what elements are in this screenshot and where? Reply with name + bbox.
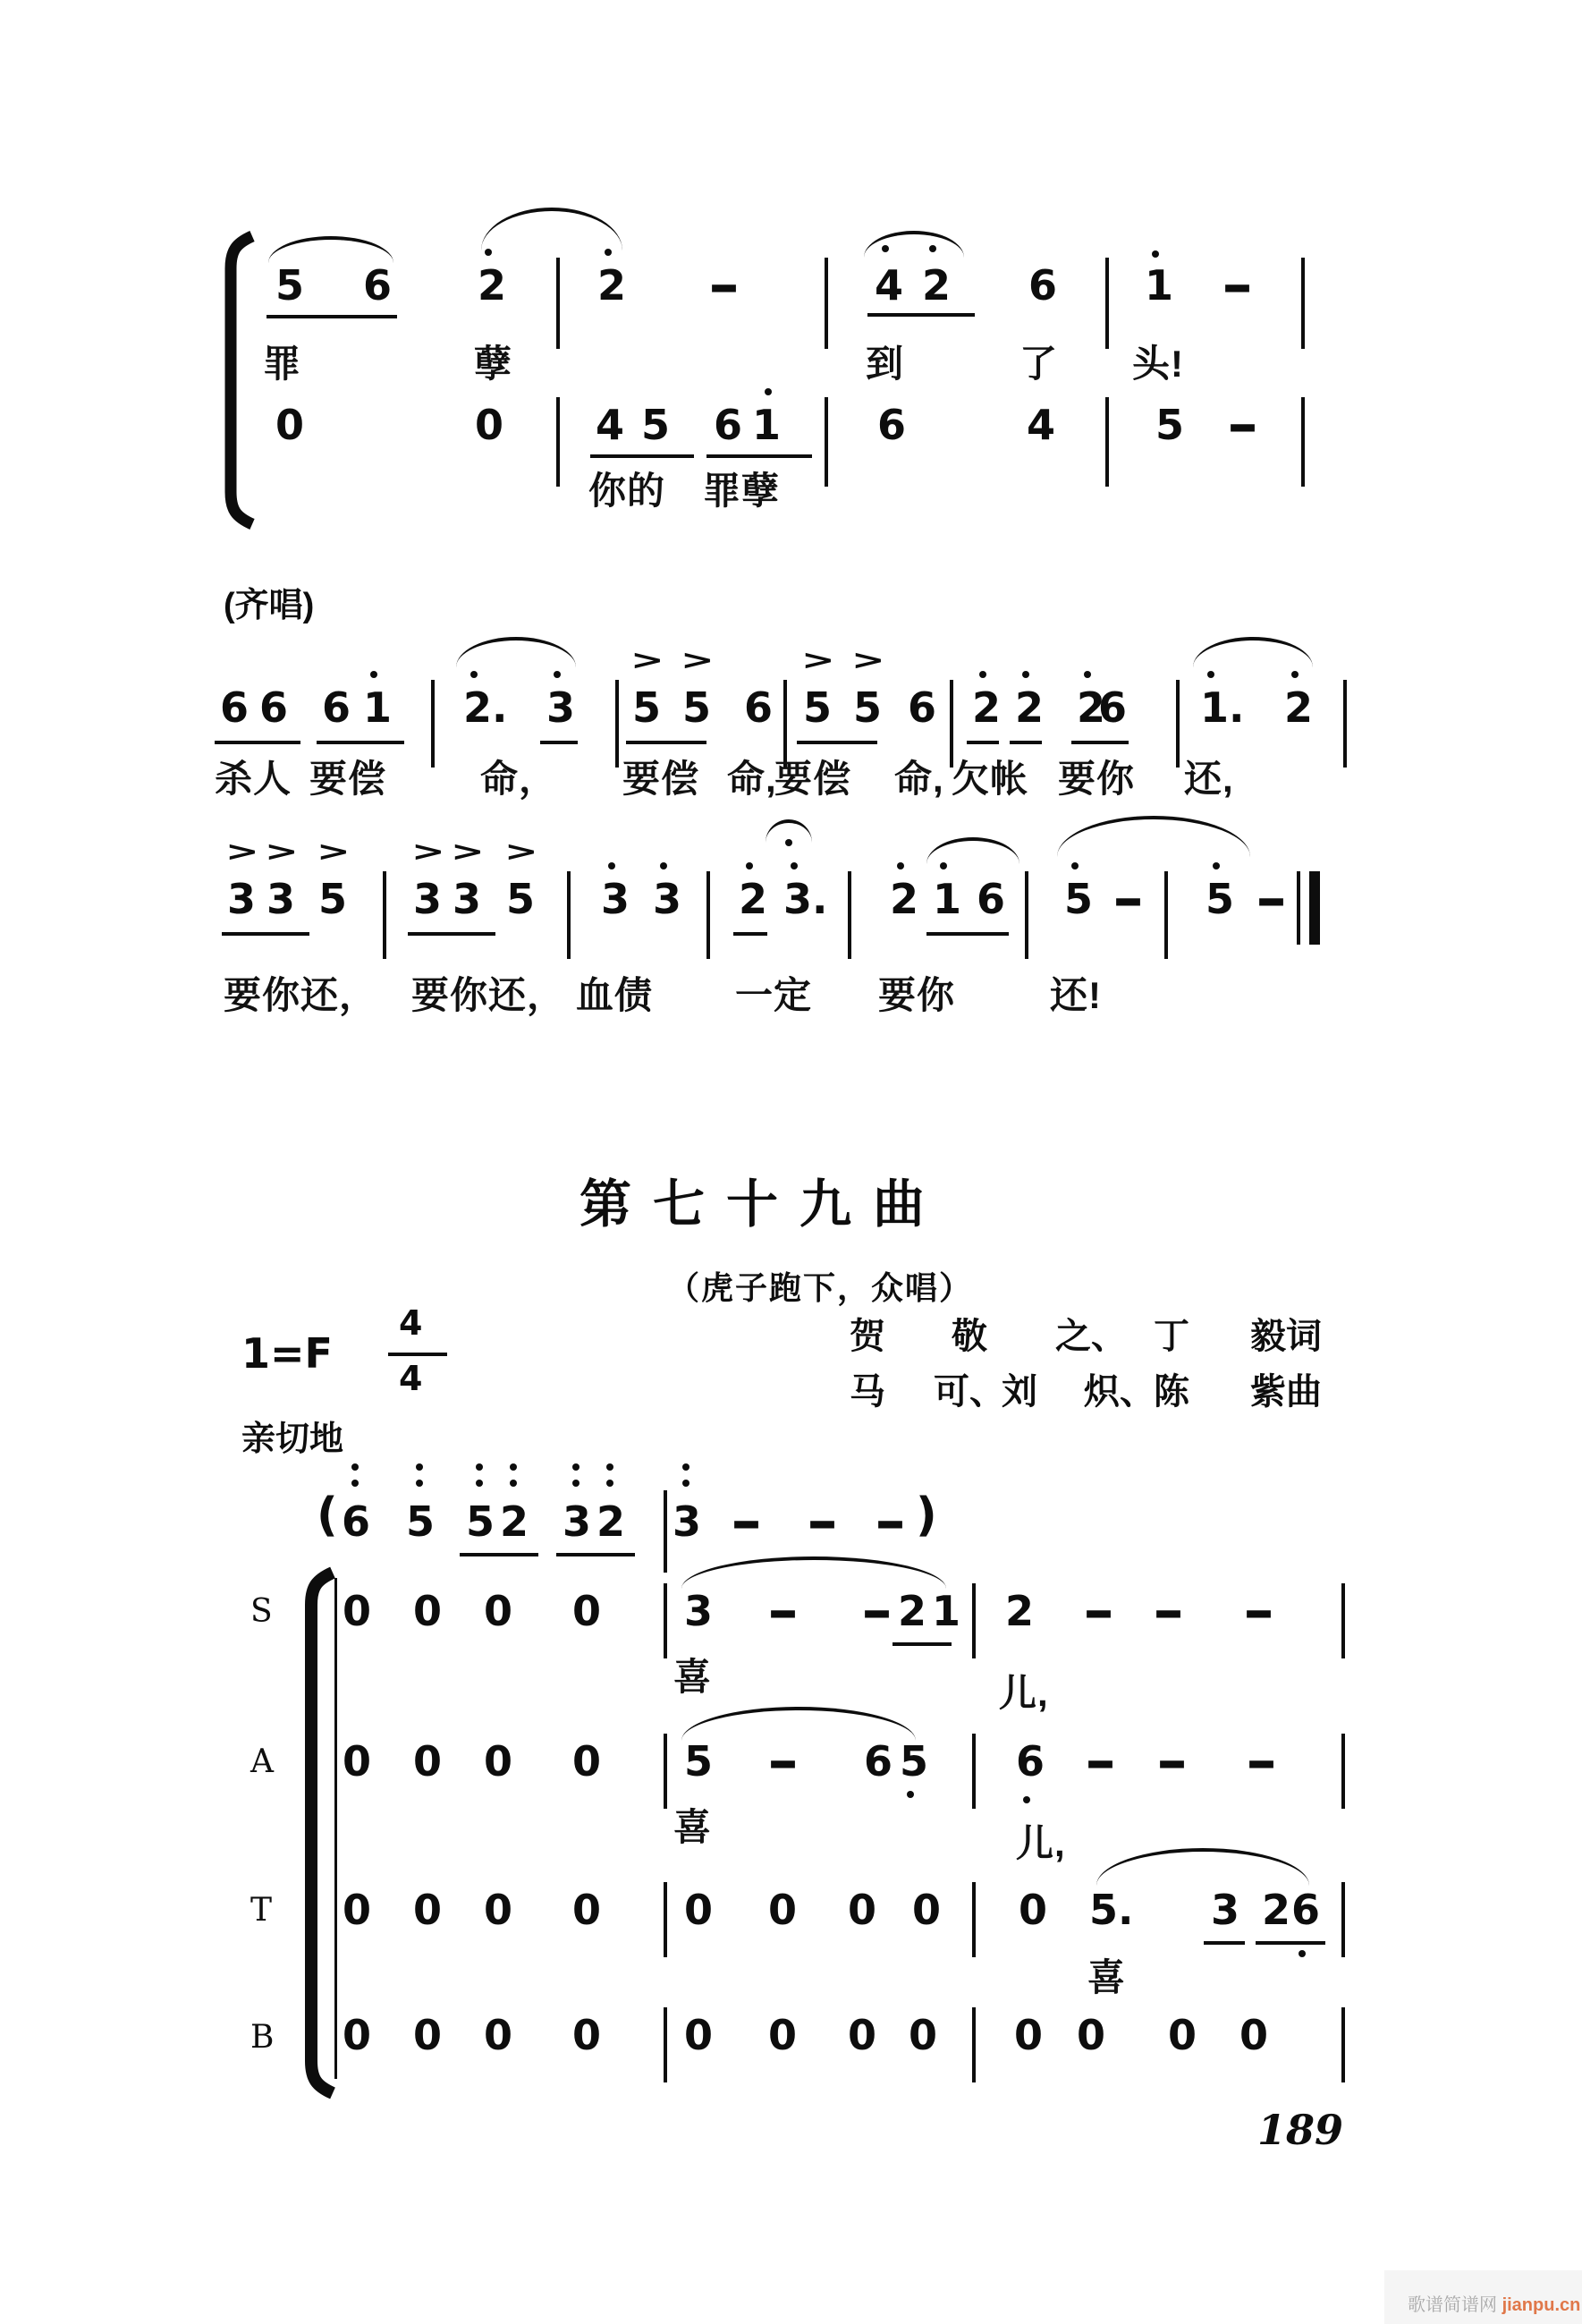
note: 5 bbox=[1206, 875, 1235, 923]
octave-dot bbox=[572, 1480, 580, 1487]
extend-dash: - bbox=[1112, 869, 1145, 929]
octave-dot bbox=[476, 1480, 483, 1487]
octave-dot bbox=[682, 1480, 689, 1487]
note: 2 bbox=[739, 875, 768, 923]
lyricist-credit: 之、 bbox=[1055, 1317, 1127, 1356]
note: 2 bbox=[922, 261, 952, 310]
barline bbox=[972, 1734, 976, 1809]
beam-underline bbox=[706, 454, 812, 458]
barline bbox=[1341, 1882, 1345, 1957]
octave-dot bbox=[1022, 671, 1029, 678]
beam-underline bbox=[626, 741, 706, 744]
note: 1 bbox=[932, 1587, 961, 1635]
extend-dash: - bbox=[1242, 1581, 1275, 1641]
note: 6 bbox=[220, 683, 250, 732]
lyric: 欠帐 bbox=[952, 758, 1029, 800]
octave-dot bbox=[791, 862, 798, 869]
watermark bbox=[1408, 2290, 1580, 2316]
barline bbox=[1301, 397, 1305, 487]
note: 6 bbox=[1016, 1737, 1045, 1785]
note: 1. bbox=[1200, 683, 1245, 732]
rest-note: 0 bbox=[413, 2011, 443, 2059]
note: 6 bbox=[363, 261, 393, 310]
barline bbox=[1105, 397, 1109, 487]
barline bbox=[383, 871, 386, 959]
accent-mark: > bbox=[317, 836, 351, 868]
note: 5 bbox=[641, 401, 671, 449]
lyricist-credit: 毅词 bbox=[1250, 1317, 1322, 1356]
beam-underline bbox=[1256, 1941, 1325, 1945]
note: 4 bbox=[875, 261, 904, 310]
beam-underline bbox=[733, 932, 767, 936]
octave-dot bbox=[765, 388, 772, 395]
note: 6 bbox=[322, 683, 351, 732]
note: 3 bbox=[673, 1497, 702, 1546]
accent-mark: > bbox=[801, 645, 835, 676]
watermark-domain: jianpu.cn bbox=[1502, 2295, 1581, 2315]
composer-credit: 马 bbox=[850, 1372, 885, 1412]
note: 3 bbox=[653, 875, 682, 923]
rest-note: 0 bbox=[484, 1587, 513, 1635]
note: 2 bbox=[1077, 683, 1106, 732]
rest-note: 0 bbox=[768, 2011, 798, 2059]
lyric: 还! bbox=[1050, 974, 1102, 1016]
barline bbox=[556, 258, 560, 349]
accent-mark: > bbox=[851, 645, 885, 676]
note: 1 bbox=[933, 875, 962, 923]
octave-dot bbox=[682, 1463, 689, 1471]
note: 1 bbox=[752, 401, 782, 449]
extend-dash: - bbox=[707, 255, 740, 316]
note: 3 bbox=[266, 875, 296, 923]
barline bbox=[825, 397, 828, 487]
lyric: 儿, bbox=[999, 1672, 1049, 1714]
lyric: 一定 bbox=[735, 974, 813, 1016]
note: 5 bbox=[682, 683, 712, 732]
note: 2 bbox=[1262, 1886, 1291, 1934]
rest-note: 0 bbox=[1239, 2011, 1269, 2059]
barline bbox=[825, 258, 828, 349]
octave-dot bbox=[660, 862, 667, 869]
barline bbox=[848, 871, 851, 959]
barline bbox=[664, 1490, 667, 1573]
slur bbox=[681, 1707, 916, 1741]
note: 4 bbox=[1027, 401, 1056, 449]
barline bbox=[706, 871, 710, 959]
slur bbox=[1096, 1848, 1309, 1886]
lyric: 要你还， bbox=[411, 974, 566, 1016]
lyricist-credit: 敬 bbox=[952, 1317, 987, 1356]
composer-credit: 陈 bbox=[1154, 1372, 1189, 1412]
barline bbox=[1343, 680, 1347, 768]
lyric: 儿, bbox=[1016, 1822, 1066, 1864]
slur bbox=[864, 231, 964, 258]
note: 2 bbox=[972, 683, 1002, 732]
octave-dot bbox=[416, 1480, 423, 1487]
page-number: 189 bbox=[1257, 2106, 1344, 2154]
slur bbox=[268, 236, 393, 263]
accent-mark: > bbox=[630, 645, 664, 676]
beam-underline bbox=[1204, 1941, 1245, 1945]
octave-dot bbox=[370, 671, 377, 678]
rest-note: 0 bbox=[1014, 2011, 1044, 2059]
octave-dot-below bbox=[1299, 1950, 1306, 1957]
barline bbox=[972, 1583, 976, 1658]
tempo-marking: 亲切地 bbox=[241, 1421, 344, 1458]
note: 2 bbox=[1015, 683, 1045, 732]
beam-underline bbox=[1071, 741, 1129, 744]
octave-dot bbox=[1213, 862, 1220, 869]
barline bbox=[972, 2007, 976, 2082]
lyric: 孽 bbox=[474, 343, 513, 385]
octave-dot bbox=[929, 245, 936, 252]
octave-dot bbox=[572, 1463, 580, 1471]
note: 2 bbox=[478, 261, 507, 310]
part-label-bass: B bbox=[250, 2019, 275, 2056]
note: 6 bbox=[908, 683, 937, 732]
octave-dot bbox=[605, 249, 612, 256]
accent-mark: > bbox=[504, 836, 538, 868]
octave-dot bbox=[1291, 671, 1299, 678]
note: 6 bbox=[877, 401, 907, 449]
lyric: 要偿 bbox=[774, 758, 852, 800]
octave-dot bbox=[606, 1463, 613, 1471]
note: 6 bbox=[259, 683, 289, 732]
note: 3 bbox=[601, 875, 630, 923]
tie bbox=[1057, 816, 1250, 857]
lyric: 头! bbox=[1132, 343, 1184, 385]
note: 6 bbox=[864, 1737, 893, 1785]
extend-dash: - bbox=[860, 1581, 893, 1641]
octave-dot bbox=[1071, 862, 1079, 869]
beam-underline bbox=[408, 932, 495, 936]
lyric: 要你还， bbox=[224, 974, 378, 1016]
rest-note: 0 bbox=[848, 2011, 877, 2059]
barline bbox=[1301, 258, 1305, 349]
accent-mark: > bbox=[451, 836, 485, 868]
note: 3 bbox=[453, 875, 482, 923]
rest-note: 0 bbox=[1077, 2011, 1106, 2059]
octave-dot bbox=[746, 862, 753, 869]
lyric: 了 bbox=[1019, 343, 1059, 385]
lyric: 要你 bbox=[1058, 758, 1136, 800]
note: 3 bbox=[563, 1497, 592, 1546]
slur bbox=[456, 637, 576, 667]
final-barline-thick bbox=[1309, 871, 1320, 945]
rest-note: 0 bbox=[484, 2011, 513, 2059]
beam-underline bbox=[540, 741, 578, 744]
final-barline-thin bbox=[1297, 871, 1300, 945]
rest-note: 0 bbox=[343, 1886, 372, 1934]
close-paren: ) bbox=[916, 1489, 937, 1542]
beam-underline bbox=[222, 932, 309, 936]
rest-note: 0 bbox=[413, 1886, 443, 1934]
barline bbox=[664, 1882, 667, 1957]
extend-dash: - bbox=[1221, 255, 1254, 316]
extend-dash: - bbox=[1152, 1581, 1185, 1641]
lyric: 要偿 bbox=[309, 758, 387, 800]
beam-underline bbox=[590, 454, 694, 458]
extend-dash: - bbox=[766, 1581, 799, 1641]
note: 5 bbox=[506, 875, 536, 923]
note: 6 bbox=[1291, 1886, 1321, 1934]
octave-dot bbox=[1084, 671, 1091, 678]
slur bbox=[1193, 637, 1313, 667]
accent-mark: > bbox=[681, 645, 715, 676]
extend-dash: - bbox=[730, 1491, 763, 1552]
note: 5 bbox=[853, 683, 883, 732]
accent-mark: > bbox=[225, 836, 259, 868]
octave-dot bbox=[897, 862, 904, 869]
octave-dot bbox=[606, 1480, 613, 1487]
barline bbox=[431, 680, 435, 768]
rest-note: 0 bbox=[684, 1886, 714, 1934]
rest-note: 0 bbox=[343, 2011, 372, 2059]
octave-dot bbox=[351, 1463, 359, 1471]
time-signature-denominator: 4 bbox=[399, 1359, 423, 1398]
section-marking: (齐唱) bbox=[224, 587, 315, 624]
composer-credit: 可、 bbox=[934, 1372, 1005, 1412]
extend-dash: - bbox=[1084, 1731, 1117, 1792]
lyric: 到 bbox=[866, 343, 905, 385]
rest-note: 0 bbox=[572, 1737, 602, 1785]
song-subtitle: （虎子跑下，众唱） bbox=[667, 1269, 974, 1306]
time-signature-numerator: 4 bbox=[399, 1303, 423, 1343]
beam-underline bbox=[967, 741, 999, 744]
octave-dot-below bbox=[1023, 1796, 1030, 1803]
rest-note: 0 bbox=[413, 1737, 443, 1785]
note: 5 bbox=[466, 1497, 495, 1546]
key-signature: 1=F bbox=[241, 1329, 333, 1378]
beam-underline bbox=[893, 1642, 952, 1646]
rest-note: 0 bbox=[912, 1886, 942, 1934]
lyric: 喜 bbox=[673, 1656, 713, 1698]
rest-note: 0 bbox=[343, 1737, 372, 1785]
beam-underline bbox=[867, 313, 975, 317]
rest-note: 0 bbox=[1168, 2011, 1197, 2059]
extend-dash: - bbox=[1155, 1731, 1189, 1792]
extend-dash: - bbox=[1245, 1731, 1278, 1792]
composer-credit: 刘 bbox=[1002, 1372, 1037, 1412]
octave-dot bbox=[510, 1463, 517, 1471]
note: 5 bbox=[1155, 401, 1185, 449]
rest-note: 0 bbox=[572, 1886, 602, 1934]
rest-note: 0 bbox=[848, 1886, 877, 1934]
accent-mark: > bbox=[265, 836, 299, 868]
lyric: 罪孽 bbox=[703, 470, 781, 512]
octave-dot bbox=[979, 671, 986, 678]
tie bbox=[481, 208, 622, 250]
watermark-site-name: 歌谱简谱网 bbox=[1408, 2295, 1497, 2315]
note: 1 bbox=[1145, 261, 1174, 310]
rest-note: 0 bbox=[572, 1587, 602, 1635]
octave-dot bbox=[1207, 671, 1214, 678]
beam-underline bbox=[1010, 741, 1042, 744]
octave-dot bbox=[416, 1463, 423, 1471]
extend-dash: - bbox=[1226, 394, 1259, 455]
composer-credit: 紫曲 bbox=[1250, 1372, 1322, 1412]
beam-underline bbox=[926, 932, 1009, 936]
barline bbox=[972, 1882, 976, 1957]
rest-note: 0 bbox=[413, 1587, 443, 1635]
note: 2 bbox=[596, 1497, 626, 1546]
note: 5 bbox=[406, 1497, 436, 1546]
lyric: 命, bbox=[894, 758, 944, 800]
barline bbox=[1341, 2007, 1345, 2082]
extend-dash: - bbox=[1255, 869, 1288, 929]
octave-dot bbox=[554, 671, 561, 678]
octave-dot bbox=[470, 671, 478, 678]
octave-dot bbox=[476, 1463, 483, 1471]
barline bbox=[1341, 1583, 1345, 1658]
beam-underline bbox=[556, 1553, 635, 1556]
note: 5 bbox=[803, 683, 833, 732]
slur bbox=[681, 1556, 946, 1589]
note: 6 bbox=[977, 875, 1006, 923]
lyric: 命， bbox=[480, 758, 558, 800]
beam-underline bbox=[215, 741, 300, 744]
note: 2 bbox=[890, 875, 919, 923]
octave-dot bbox=[351, 1480, 359, 1487]
barline bbox=[783, 680, 787, 768]
barline bbox=[615, 680, 619, 768]
open-paren: ( bbox=[317, 1489, 338, 1542]
extend-dash: - bbox=[766, 1731, 799, 1792]
system-start-barline bbox=[334, 1578, 337, 2079]
note: 3 bbox=[684, 1587, 714, 1635]
note: 2 bbox=[1284, 683, 1314, 732]
note: 5 bbox=[632, 683, 662, 732]
lyric: 要偿 bbox=[622, 758, 700, 800]
rest-note: 0 bbox=[484, 1886, 513, 1934]
rest-note: 0 bbox=[909, 2011, 938, 2059]
note: 3 bbox=[1211, 1886, 1240, 1934]
note: 6 bbox=[342, 1497, 371, 1546]
note: 5 bbox=[318, 875, 348, 923]
barline bbox=[1176, 680, 1180, 768]
fermata-dot bbox=[785, 839, 792, 846]
part-label-soprano: S bbox=[250, 1593, 273, 1630]
note: 2 bbox=[1005, 1587, 1035, 1635]
beam-underline bbox=[317, 741, 404, 744]
note: 5 bbox=[1064, 875, 1094, 923]
rest-note: 0 bbox=[484, 1737, 513, 1785]
accent-mark: > bbox=[411, 836, 445, 868]
note: 3. bbox=[783, 875, 828, 923]
part-label-tenor: T bbox=[250, 1892, 273, 1929]
note: 2. bbox=[463, 683, 508, 732]
note: 6 bbox=[1028, 261, 1058, 310]
lyric: 喜 bbox=[673, 1806, 713, 1848]
song-title: 第七十九曲 bbox=[580, 1175, 947, 1234]
note: 3 bbox=[227, 875, 257, 923]
octave-dot bbox=[608, 862, 615, 869]
lyric: 血债 bbox=[576, 974, 654, 1016]
rest-note: 0 bbox=[275, 401, 305, 449]
lyric: 还, bbox=[1184, 758, 1234, 800]
lyric: 罪 bbox=[263, 343, 302, 385]
note: 3 bbox=[546, 683, 576, 732]
octave-dot bbox=[510, 1480, 517, 1487]
beam-underline bbox=[460, 1553, 538, 1556]
time-signature-line bbox=[388, 1353, 447, 1356]
composer-credit: 炽、 bbox=[1084, 1372, 1155, 1412]
note: 2 bbox=[597, 261, 627, 310]
rest-note: 0 bbox=[572, 2011, 602, 2059]
slur bbox=[926, 837, 1019, 864]
note: 5 bbox=[684, 1737, 714, 1785]
barline bbox=[1341, 1734, 1345, 1809]
lyric: 要你 bbox=[878, 974, 956, 1016]
note: 4 bbox=[596, 401, 625, 449]
rest-note: 0 bbox=[475, 401, 504, 449]
lyric: 命, bbox=[727, 758, 777, 800]
rest-note: 0 bbox=[1019, 1886, 1048, 1934]
part-label-alto: A bbox=[250, 1743, 274, 1780]
note: 1 bbox=[363, 683, 393, 732]
octave-dot bbox=[1152, 250, 1159, 258]
barline bbox=[664, 1734, 667, 1809]
note: 5 bbox=[900, 1737, 929, 1785]
barline bbox=[664, 1583, 667, 1658]
rest-note: 0 bbox=[684, 2011, 714, 2059]
octave-dot bbox=[485, 249, 492, 256]
note: 6 bbox=[714, 401, 743, 449]
octave-dot-below bbox=[907, 1791, 914, 1798]
beam-underline bbox=[266, 315, 397, 318]
barline bbox=[1164, 871, 1168, 959]
barline bbox=[664, 2007, 667, 2082]
lyric: 杀人 bbox=[215, 758, 292, 800]
rest-note: 0 bbox=[343, 1587, 372, 1635]
lyric: 喜 bbox=[1087, 1956, 1127, 1998]
barline bbox=[1105, 258, 1109, 349]
lyric: 你的 bbox=[588, 470, 666, 512]
barline bbox=[950, 680, 953, 768]
lyricist-credit: 丁 bbox=[1154, 1317, 1189, 1356]
lyricist-credit: 贺 bbox=[850, 1317, 885, 1356]
barline bbox=[556, 397, 560, 487]
note: 3 bbox=[413, 875, 443, 923]
rest-note: 0 bbox=[768, 1886, 798, 1934]
note: 6 bbox=[1098, 683, 1128, 732]
note: 5 bbox=[275, 261, 305, 310]
note: 5. bbox=[1089, 1886, 1134, 1934]
barline bbox=[567, 871, 571, 959]
octave-dot bbox=[882, 245, 889, 252]
note: 2 bbox=[500, 1497, 529, 1546]
note: 6 bbox=[744, 683, 774, 732]
barline bbox=[1025, 871, 1028, 959]
extend-dash: - bbox=[874, 1491, 907, 1552]
beam-underline bbox=[797, 741, 877, 744]
system-bracket bbox=[213, 227, 263, 531]
extend-dash: - bbox=[806, 1491, 839, 1552]
note: 2 bbox=[898, 1587, 927, 1635]
extend-dash: - bbox=[1082, 1581, 1115, 1641]
